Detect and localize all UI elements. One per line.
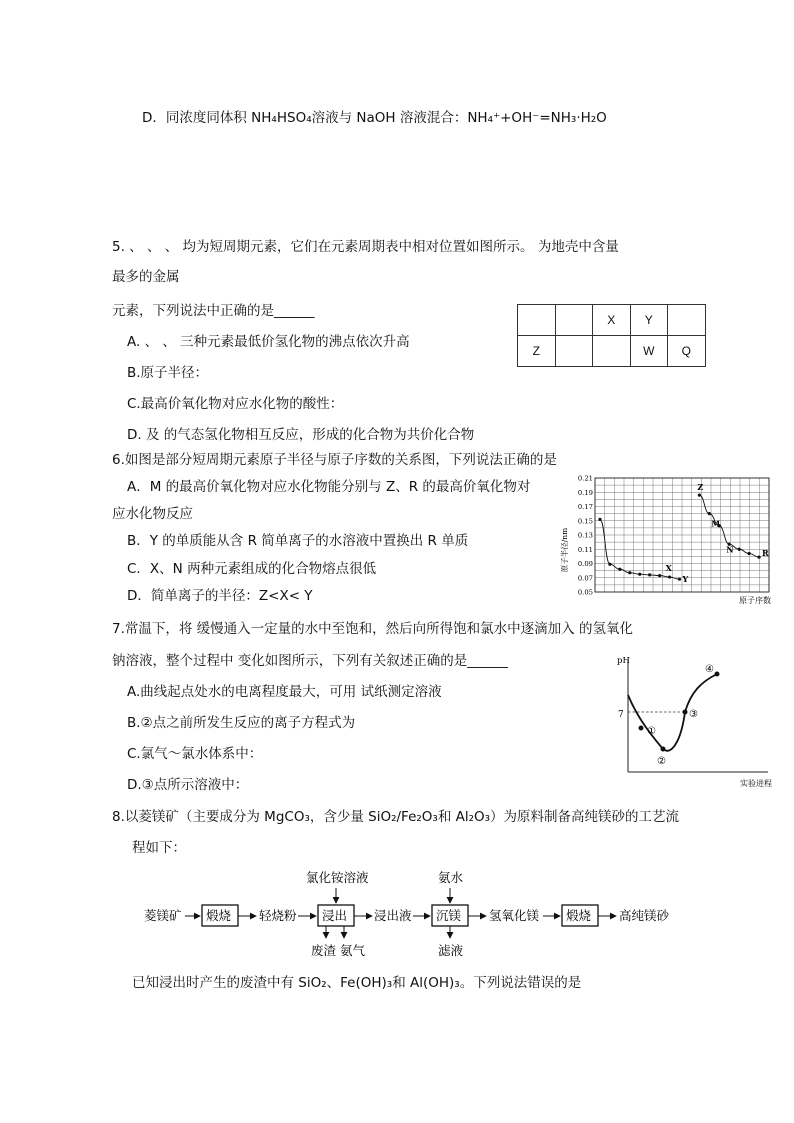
pt-cell-q: Q [668,336,706,367]
radius-chart [557,470,779,610]
q7-option-a: A.曲线起点处水的电离程度最大，可用 试纸测定溶液 [127,684,442,700]
ph-xlabel: 实验进程 [740,779,772,788]
radius-point [608,563,611,566]
radius-point [678,578,681,581]
pt-cell [668,305,706,336]
flow-box1-label: 煅烧 [206,908,232,923]
q7-option-d: D.③点所示溶液中： [127,777,249,793]
flow-in1: 氯化铵溶液 [306,870,369,885]
radius-point [628,571,631,574]
radius-chart-ylabel: 原子半径/nm [560,527,569,573]
radius-point [668,575,671,578]
q5-option-d: D. 及 的气态氢化物相互反应，形成的化合物为共价化合物 [127,427,475,443]
radius-label-y: Y [682,574,689,585]
q5-stem-line2: 最多的金属 [112,269,180,285]
flow-start: 菱镁矿 [144,908,182,923]
ph-chart [605,650,775,792]
radius-point [648,573,651,576]
ph-curve [628,674,717,751]
flow-mid3: 氢氧化镁 [489,908,540,923]
pt-cell [555,305,593,336]
radius-chart-ytick: 0.11 [577,545,593,554]
ph-label-2: ② [657,756,666,767]
radius-chart-ytick: 0.07 [577,574,593,583]
radius-chart-ytick: 0.17 [577,503,593,511]
radius-label-m: M [711,518,721,529]
q5-option-b: B.原子半径： [127,365,209,381]
q8-footer: 已知浸出时产生的废渣中有 SiO₂、Fe(OH)₃和 Al(OH)₃。下列说法错误的是 [132,975,582,991]
flow-mid2: 浸出液 [374,908,412,923]
ph-point-1 [639,726,644,731]
flow-box3-label: 沉镁 [436,908,462,923]
q7-option-b: B.②点之前所发生反应的离子方程式为 [127,715,356,731]
q5-option-a: A. 、 、 三种元素最低价氢化物的沸点依次升高 [127,334,410,350]
q6-option-a-line1: A．M 的最高价氧化物对应水化物能分别与 Z、R 的最高价氧化物对 [127,479,531,495]
flow-out3: 滤液 [438,943,464,958]
pt-cell-w: W [630,336,668,367]
flow-box4-label: 煅烧 [566,908,592,923]
flow-mid1: 轻烧粉 [259,908,297,923]
q5-option-c: C.最高价氧化物对应水化物的酸性： [127,396,344,412]
q6-option-a-line2: 应水化物反应 [112,506,193,522]
ph-label-3: ③ [689,709,698,720]
q5-stem-line3: 元素，下列说法中正确的是______ [112,303,315,319]
ph-point-2 [661,747,666,752]
radius-point [698,494,701,497]
q7-stem-line2: 钠溶液，整个过程中 变化如图所示，下列有关叙述正确的是______ [112,653,508,669]
ph-point-3 [683,710,688,715]
radius-chart-ytick: 0.09 [577,560,593,568]
radius-label-n: N [726,544,734,555]
radius-point [638,573,641,576]
pt-cell [555,336,593,367]
radius-point [748,552,751,555]
ph-label-4: ④ [705,664,714,675]
radius-chart-ytick: 0.13 [577,531,593,540]
radius-chart-ytick: 0.05 [577,588,593,597]
radius-point [658,574,661,577]
radius-chart-ytick: 0.21 [577,474,593,483]
flow-out1: 废渣 [311,943,337,958]
q6-stem: 6.如图是部分短周期元素原子半径与原子序数的关系图，下列说法正确的是 [112,452,557,468]
flow-end: 高纯镁砂 [619,908,670,923]
radius-label-x: X [665,562,672,573]
q5-stem-line1: 5. 、 、 、 均为短周期元素，它们在元素周期表中相对位置如图所示。 为地壳中含量 [112,239,619,255]
ph-point-4 [715,672,720,677]
periodic-table-fragment [517,304,706,367]
q8-stem-line2: 程如下： [132,840,186,856]
pt-cell-y: Y [630,305,668,336]
radius-label-r: R [762,548,769,559]
radius-label-z: Z [697,482,704,493]
q8-stem-line1: 8.以菱镁矿（主要成分为 MgCO₃，含少量 SiO₂/Fe₂O₃和 Al₂O₃）为原料制备高纯镁砂的工艺流 [112,809,680,825]
radius-chart-ytick: 0.19 [577,488,593,497]
q6-option-d: D．简单离子的半径：Z<X< Y [127,588,313,604]
process-flow-diagram [140,862,680,962]
radius-point [618,568,621,571]
radius-point [598,518,601,521]
radius-point [708,512,711,515]
q6-option-c: C．X、N 两种元素组成的化合物熔点很低 [127,561,377,577]
q7-stem-line1: 7.常温下，将 缓慢通入一定量的水中至饱和，然后向所得饱和氯水中逐滴加入 的氢氧化 [112,621,633,637]
radius-point [738,548,741,551]
ph-label-1: ① [647,726,656,737]
ph-ylabel: pH [617,656,630,666]
radius-chart-ytick: 0.15 [577,517,593,526]
pt-cell-x: X [593,305,631,336]
q6-option-b: B．Y 的单质能从含 R 简单离子的水溶液中置换出 R 单质 [127,533,469,549]
ph-tick-7: 7 [618,710,624,720]
pt-cell-z: Z [518,336,556,367]
q7-option-c: C.氯气～氯水体系中： [127,746,263,762]
flow-in2: 氨水 [438,870,464,885]
pt-cell [593,336,631,367]
flow-box2-label: 浸出 [322,908,348,923]
radius-chart-xlabel: 原子序数 [739,596,771,605]
pt-cell [518,305,556,336]
radius-point [757,555,760,558]
flow-out2: 氨气 [340,943,366,958]
q4-option-d: D．同浓度同体积 NH₄HSO₄溶液与 NaOH 溶液混合：NH₄⁺+OH⁻=NH₃·H₂O [142,110,607,126]
